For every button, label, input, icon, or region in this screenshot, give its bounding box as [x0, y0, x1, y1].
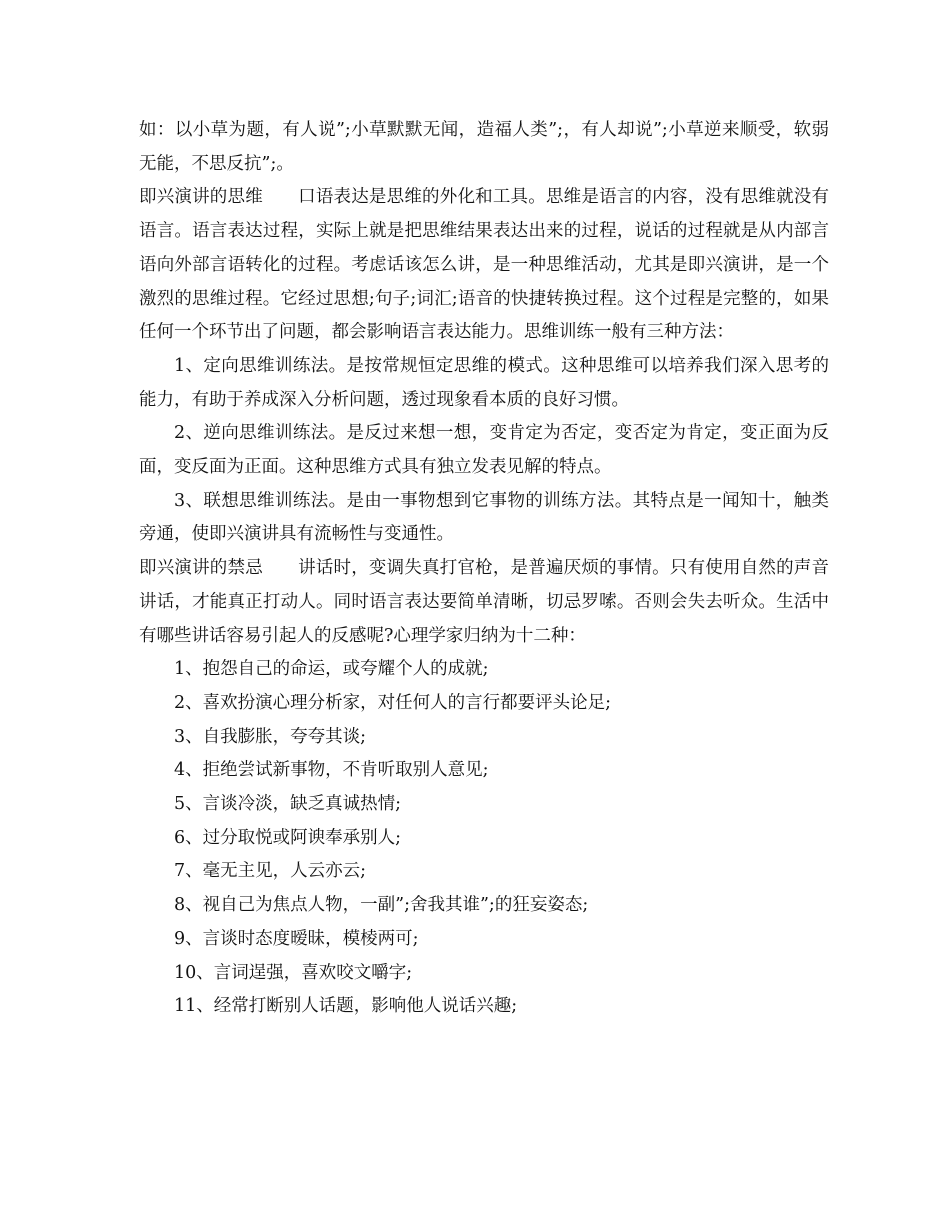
- list-item-text: 1、定向思维训练法。是按常规恒定思维的模式。这种思维可以培养我们深入思考的能力，有助于养成深入分析问题，透过现象看本质的良好习惯。: [139, 355, 829, 410]
- list-item-text: 9、言谈时态度暧昧，模棱两可;: [174, 928, 419, 949]
- list-item-text: 8、视自己为焦点人物，一副”;舍我其谁”;的狂妄姿态;: [174, 895, 589, 916]
- list-item: [139, 350, 829, 417]
- list-item-text: 1、抱怨自己的命运，或夸耀个人的成就;: [174, 659, 489, 680]
- list-item-text: 2、逆向思维训练法。是反过来想一想，变肯定为否定，变否定为肯定，变正面为反面，变反面为正面。这种思维方式具有独立发表见解的特点。: [139, 423, 829, 478]
- list-item-text: 2、喜欢扮演心理分析家，对任何人的言行都要评头论足;: [174, 692, 612, 713]
- list-item-text: 5、言谈冷淡，缺乏真诚热情;: [174, 794, 402, 815]
- section-heading: 即兴演讲的禁忌: [139, 558, 263, 579]
- list-item-text: 3、自我膨胀，夸夸其谈;: [174, 726, 367, 747]
- section-heading: 即兴演讲的思维: [139, 187, 263, 208]
- list-item-text: 4、拒绝尝试新事物，不肯听取别人意见;: [174, 760, 489, 781]
- list-item-text: 11、经常打断别人话题，影响他人说话兴趣;: [174, 996, 518, 1017]
- list-item: [139, 788, 829, 822]
- list-item: [139, 957, 829, 991]
- paragraph: [139, 114, 829, 181]
- list-item: [139, 721, 829, 755]
- section-paragraph: [139, 181, 829, 350]
- list-item: [139, 754, 829, 788]
- list-item-text: 6、过分取悦或阿谀奉承别人;: [174, 827, 402, 848]
- list-item-text: 3、联想思维训练法。是由一事物想到它事物的训练方法。其特点是一闻知十，触类旁通，使即兴演讲具有流畅性与变通性。: [139, 490, 829, 545]
- list-item: [139, 855, 829, 889]
- list-item: [139, 889, 829, 923]
- list-item: [139, 923, 829, 957]
- list-item: [139, 990, 829, 1024]
- paragraph-text: 如：以小草为题，有人说”;小草默默无闻，造福人类”;，有人却说”;小草逆来顺受，软弱无能，不思反抗”;。: [139, 120, 829, 174]
- list-item: [139, 687, 829, 721]
- paragraph-text: 讲话时，变调失真打官枪，是普遍厌烦的事情。只有使用自然的声音讲话，才能真正打动人。同时语言表达要简单清晰，切忌罗嗦。否则会失去听众。生活中有哪些讲话容易引起人的反感呢?心理学家归纳为十二种：: [139, 558, 830, 646]
- paragraph-text: 口语表达是思维的外化和工具。思维是语言的内容，没有思维就没有语言。语言表达过程，实际上就是把思维结果表达出来的过程，说话的过程就是从内部言语向外部言语转化的过程。考虑话该怎么讲，是一种思维活动，尤其是即兴演讲，是一个激烈的思维过程。它经过思想;句子;词汇;语音的快捷转换过程。这个过程是完整的，如果任何一个环节出了问题，都会影响语言表达能力。思维训练一般有三种方法：: [139, 187, 830, 343]
- list-item: [139, 417, 829, 484]
- section-paragraph: [139, 552, 829, 653]
- list-item-text: 10、言词逞强，喜欢咬文嚼字;: [174, 962, 413, 983]
- list-item-text: 7、毫无主见，人云亦云;: [174, 861, 367, 882]
- document-body: [139, 114, 829, 1024]
- list-item: [139, 653, 829, 687]
- list-item: [139, 485, 829, 552]
- list-item: [139, 822, 829, 856]
